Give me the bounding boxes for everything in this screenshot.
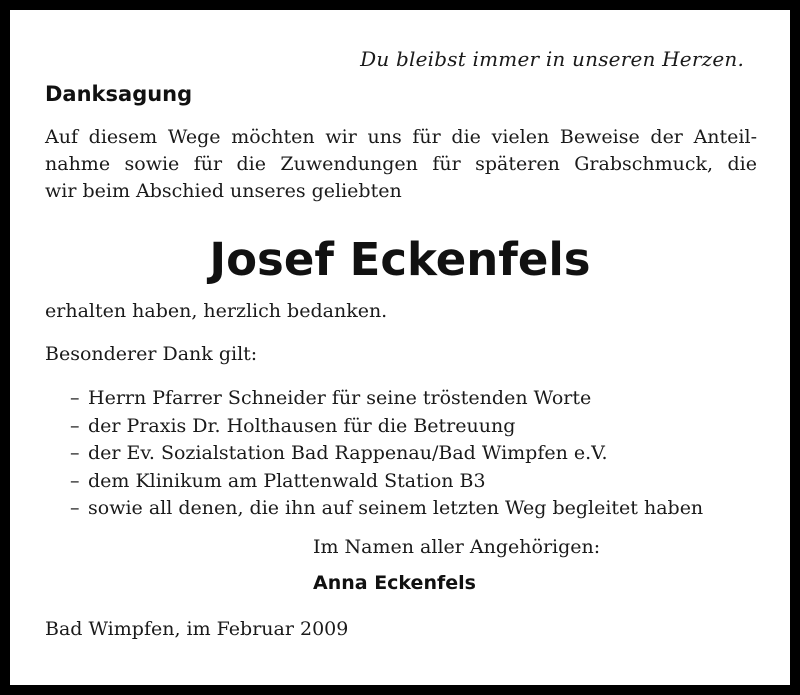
- place-date: Bad Wimpfen, im Februar 2009: [45, 618, 349, 640]
- list-item-text: dem Klinikum am Plattenwald Station B3: [88, 469, 486, 492]
- closing-line: Im Namen aller Angehörigen:: [313, 536, 601, 558]
- dash-marker: –: [70, 387, 80, 409]
- intro-line-1: Auf diesem Wege möchten wir uns für die vielen Beweise der Anteil-: [45, 126, 757, 148]
- dash-marker: –: [70, 497, 80, 519]
- list-item-text: Herrn Pfarrer Schneider für seine tröstenden Worte: [88, 387, 592, 409]
- list-item: [70, 385, 703, 413]
- list-item-text: der Praxis Dr. Holthausen für die Betreuung: [88, 414, 516, 437]
- list-item-text: sowie all denen, die ihn auf seinem letzten Weg begleitet haben: [88, 497, 704, 519]
- heading-danksagung: Danksagung: [45, 82, 193, 106]
- list-item-text: der Ev. Sozialstation Bad Rappenau/Bad Wimpfen e.V.: [88, 442, 608, 464]
- intro-line-2: nahme sowie für die Zuwendungen für späteren Grabschmuck, die: [45, 153, 757, 175]
- thanks-line: erhalten haben, herzlich bedanken.: [45, 300, 388, 322]
- list-item: [70, 413, 703, 441]
- deceased-name: Josef Eckenfels: [209, 233, 591, 286]
- list-item: [70, 468, 703, 496]
- special-thanks-list: [70, 385, 703, 523]
- dash-marker: –: [70, 442, 80, 464]
- dash-marker: –: [70, 414, 80, 437]
- motto: Du bleibst immer in unseren Herzen.: [360, 47, 744, 71]
- intro-paragraph: [45, 124, 757, 205]
- dash-marker: –: [70, 469, 80, 492]
- special-thanks-label: Besonderer Dank gilt:: [45, 343, 258, 365]
- intro-line-3: wir beim Abschied unseres geliebten: [45, 180, 402, 202]
- list-item: [70, 495, 703, 523]
- list-item: [70, 440, 703, 468]
- signer-name: Anna Eckenfels: [313, 572, 476, 594]
